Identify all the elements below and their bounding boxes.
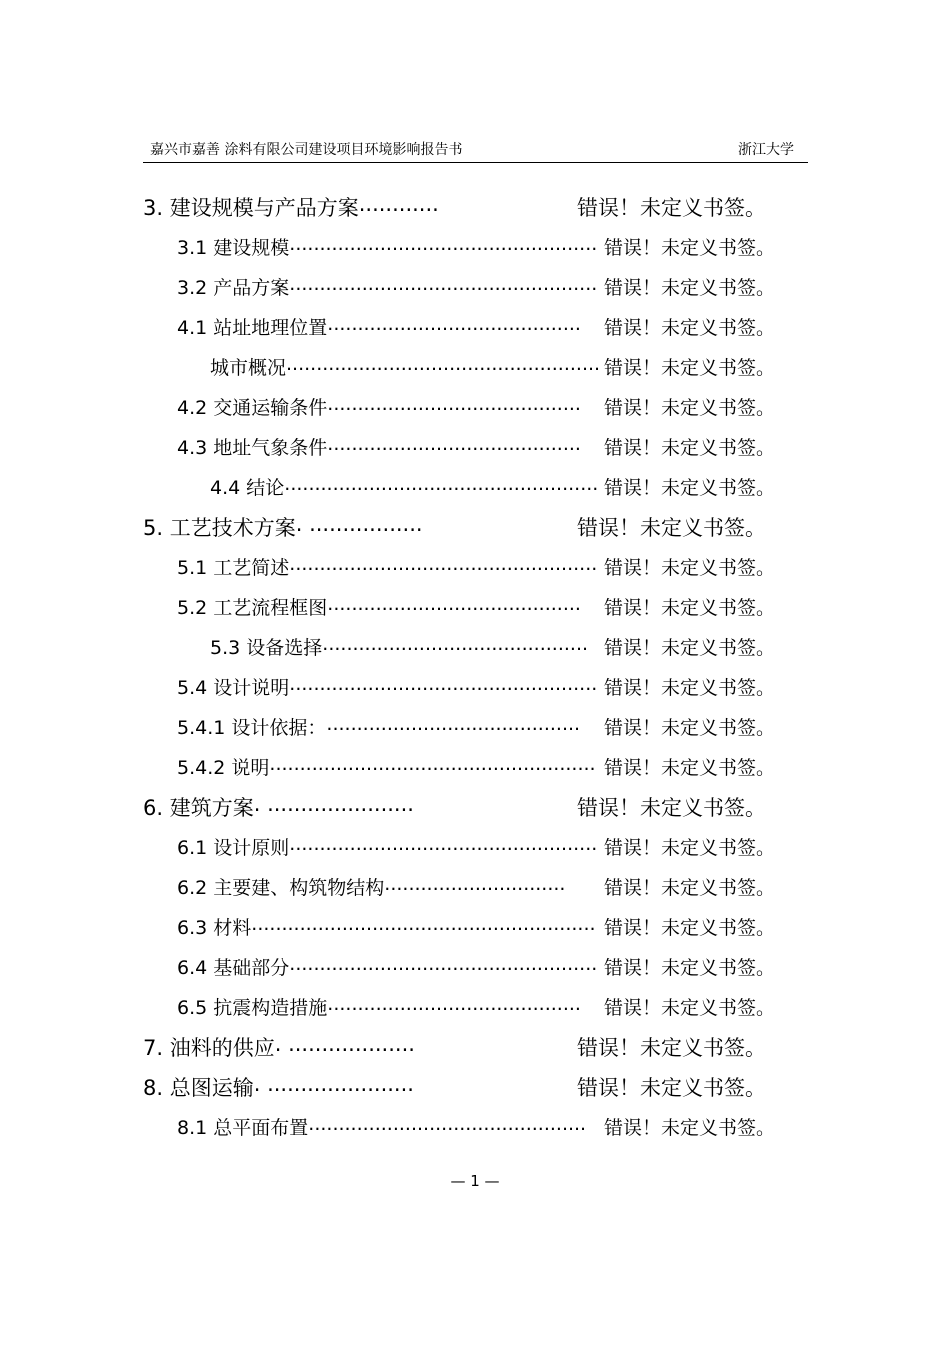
toc-entry[interactable] — [177, 313, 800, 343]
toc-entry[interactable] — [177, 553, 800, 583]
toc-entry[interactable] — [143, 1072, 800, 1102]
toc-entry-leader: ................................................... — [289, 953, 598, 975]
toc-entry-page: 错误！未定义书签。 — [604, 393, 775, 420]
header-institution: 浙江大学 — [738, 142, 794, 158]
toc-entry-leader: .......................................... — [327, 433, 581, 455]
toc-entry-leader: ................................................... — [289, 273, 598, 295]
toc-entry-leader: ................................................... — [289, 833, 598, 855]
toc-entry-number: 5.1 — [177, 557, 208, 579]
toc-entry-number: 4.3 — [177, 437, 208, 459]
toc-entry-title: 设计依据： — [231, 717, 327, 739]
toc-entry[interactable] — [210, 353, 800, 383]
toc-entry-number: 3.1 — [177, 237, 208, 259]
toc-entry-number: 6.3 — [177, 917, 208, 939]
toc-entry-leader: .......................................... — [327, 593, 581, 615]
toc-entry[interactable] — [177, 593, 800, 623]
toc-entry-page: 错误！未定义书签。 — [604, 633, 775, 660]
toc-entry-number: 3.2 — [177, 277, 208, 299]
toc-entry-page: 错误！未定义书签。 — [604, 993, 775, 1020]
toc-entry-leader: . ...................... — [253, 792, 414, 816]
toc-entry[interactable] — [177, 233, 800, 263]
toc-entry-number: 5.4 — [177, 677, 208, 699]
toc-entry[interactable] — [143, 512, 800, 542]
toc-entry-leader: ................................................... — [289, 233, 598, 255]
page-header — [143, 136, 808, 163]
toc-entry-page: 错误！未定义书签。 — [604, 353, 775, 380]
toc-entry-title: 主要建、构筑物结构 — [213, 877, 385, 899]
toc-entry-leader: ......................................................... — [251, 913, 596, 935]
toc-entry-leader: .............................................. — [308, 1113, 587, 1135]
header-document-title: 嘉兴市嘉善 涂料有限公司建设项目环境影响报告书 — [150, 142, 463, 158]
toc-entry-title: 设计说明 — [213, 677, 290, 699]
toc-entry-page: 错误！未定义书签。 — [604, 953, 775, 980]
toc-entry-number: 4.1 — [177, 317, 208, 339]
toc-entry-leader: . ................. — [295, 512, 423, 536]
toc-entry-number: 5.4.1 — [177, 717, 226, 739]
toc-entry-number: 8. — [143, 1076, 164, 1100]
toc-entry-leader: .................................................... — [284, 473, 599, 495]
toc-entry-leader: .......................................... — [327, 393, 581, 415]
toc-entry-page: 错误！未定义书签。 — [604, 753, 775, 780]
toc-entry-number: 7. — [143, 1036, 164, 1060]
toc-entry-number: 6.5 — [177, 997, 208, 1019]
toc-entry-title: 抗震构造措施 — [213, 997, 328, 1019]
toc-entry-title: 结论 — [246, 477, 285, 499]
toc-entry-number: 5.2 — [177, 597, 208, 619]
toc-entry-number: 8.1 — [177, 1117, 208, 1139]
toc-entry-leader: .......................................... — [326, 713, 581, 735]
toc-entry-title: 工艺流程框图 — [213, 597, 328, 619]
toc-entry-page: 错误！未定义书签。 — [604, 233, 775, 260]
toc-entry-number: 6.1 — [177, 837, 208, 859]
toc-entry[interactable] — [177, 673, 800, 703]
toc-entry-page: 错误！未定义书签。 — [604, 673, 775, 700]
toc-entry-page: 错误！未定义书签。 — [604, 873, 775, 900]
toc-entry-title: 设计原则 — [213, 837, 290, 859]
toc-entry-title: 总图运输 — [169, 1076, 254, 1100]
toc-entry-title: 建设规模 — [213, 237, 290, 259]
toc-entry[interactable] — [143, 192, 800, 222]
toc-entry-title: 总平面布置 — [213, 1117, 309, 1139]
toc-entry-leader: . ...................... — [253, 1072, 414, 1096]
toc-entry[interactable] — [177, 713, 800, 743]
toc-entry-page: 错误！未定义书签。 — [577, 192, 766, 222]
toc-entry[interactable] — [143, 1032, 800, 1062]
toc-entry[interactable] — [177, 393, 800, 423]
toc-entry[interactable] — [210, 633, 800, 663]
toc-entry-title: 工艺简述 — [213, 557, 290, 579]
toc-entry-title: 城市概况 — [210, 357, 287, 379]
toc-entry[interactable] — [177, 833, 800, 863]
toc-entry[interactable] — [177, 273, 800, 303]
toc-entry[interactable] — [177, 753, 800, 783]
toc-entry-page: 错误！未定义书签。 — [604, 553, 775, 580]
toc-entry-leader: . ................... — [274, 1032, 415, 1056]
toc-entry-leader: ............ — [358, 192, 439, 216]
toc-entry-title: 油料的供应 — [169, 1036, 275, 1060]
toc-entry-number: 5. — [143, 516, 164, 540]
toc-entry-number: 3. — [143, 196, 164, 220]
toc-entry-title: 产品方案 — [213, 277, 290, 299]
page-number: — 1 — — [450, 1172, 500, 1190]
toc-entry[interactable] — [177, 433, 800, 463]
toc-entry-leader: ...................................................... — [269, 753, 596, 775]
toc-entry-title: 建设规模与产品方案 — [169, 196, 359, 220]
toc-entry-title: 地址气象条件 — [213, 437, 328, 459]
toc-entry-page: 错误！未定义书签。 — [604, 913, 775, 940]
toc-entry-number: 6.2 — [177, 877, 208, 899]
toc-entry-leader: .................................................... — [286, 353, 601, 375]
toc-entry-page: 错误！未定义书签。 — [577, 792, 766, 822]
toc-entry-page: 错误！未定义书签。 — [577, 1032, 766, 1062]
toc-entry-leader: .......................................... — [327, 313, 581, 335]
toc-entry-title: 建筑方案 — [169, 796, 254, 820]
toc-entry-number: 5.4.2 — [177, 757, 226, 779]
toc-entry-page: 错误！未定义书签。 — [604, 473, 775, 500]
toc-entry-page: 错误！未定义书签。 — [604, 433, 775, 460]
toc-entry-page: 错误！未定义书签。 — [604, 593, 775, 620]
toc-entry-number: 6.4 — [177, 957, 208, 979]
toc-entry-leader: .......................................... — [327, 993, 581, 1015]
toc-entry[interactable] — [177, 913, 800, 943]
toc-entry-leader: .............................. — [384, 873, 566, 895]
toc-entry[interactable] — [143, 792, 800, 822]
toc-entry-title: 工艺技术方案 — [169, 516, 296, 540]
toc-entry-page: 错误！未定义书签。 — [604, 313, 775, 340]
toc-entry-title: 基础部分 — [213, 957, 290, 979]
toc-entry-number: 4.2 — [177, 397, 208, 419]
toc-entry-title: 材料 — [213, 917, 252, 939]
toc-entry[interactable] — [177, 993, 800, 1023]
toc-entry[interactable] — [177, 873, 800, 903]
toc-entry-leader: ............................................ — [322, 633, 589, 655]
toc-entry-title: 设备选择 — [246, 637, 323, 659]
toc-entry-page: 错误！未定义书签。 — [577, 512, 766, 542]
toc-entry-title: 站址地理位置 — [213, 317, 328, 339]
toc-entry-page: 错误！未定义书签。 — [604, 1113, 775, 1140]
toc-entry-page: 错误！未定义书签。 — [577, 1072, 766, 1102]
toc-entry-page: 错误！未定义书签。 — [604, 713, 775, 740]
toc-entry-leader: ................................................... — [289, 673, 598, 695]
toc-entry-page: 错误！未定义书签。 — [604, 833, 775, 860]
toc-entry[interactable] — [177, 1113, 800, 1143]
toc-entry-number: 5.3 — [210, 637, 241, 659]
toc-entry-title: 交通运输条件 — [213, 397, 328, 419]
toc-entry[interactable] — [177, 953, 800, 983]
toc-entry-page: 错误！未定义书签。 — [604, 273, 775, 300]
toc-entry-number: 4.4 — [210, 477, 241, 499]
toc-entry-number: 6. — [143, 796, 164, 820]
toc-entry[interactable] — [210, 473, 800, 503]
toc-entry-title: 说明 — [231, 757, 270, 779]
toc-entry-leader: ................................................... — [289, 553, 598, 575]
